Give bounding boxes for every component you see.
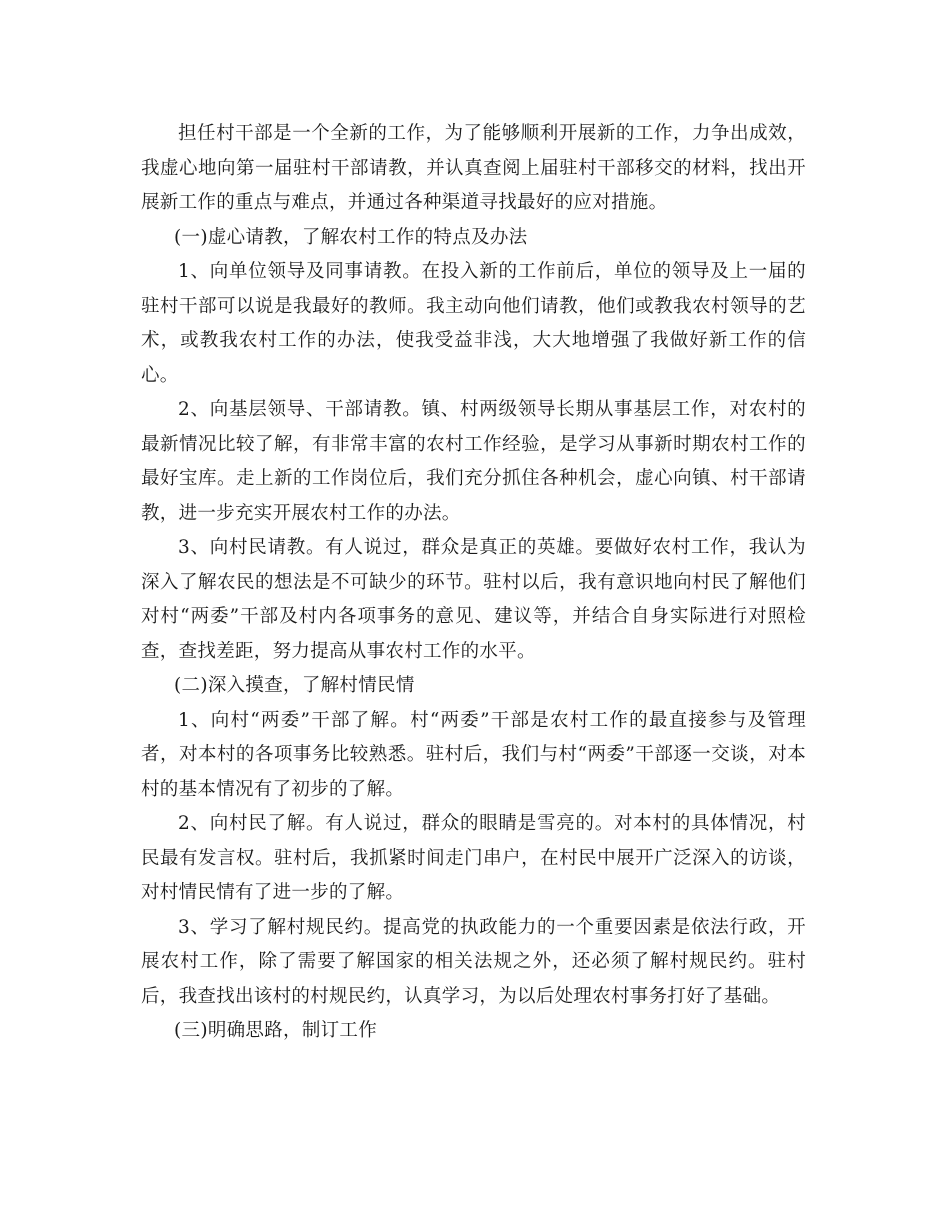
section-2-item-3: 3、学习了解村规民约。提高党的执政能力的一个重要因素是依法行政，开展农村工作，除了需要了解国家的相关法规之外，还必须了解村规民约。驻村后，我查找出该村的村规民约，认真学习，为以后处理农村事务打好了基础。: [141, 916, 806, 1007]
document-body: [141, 117, 806, 1049]
section-1-item-2: 2、向基层领导、干部请教。镇、村两级领导长期从事基层工作，对农村的最新情况比较了解，有非常丰富的农村工作经验，是学习从事新时期农村工作的最好宝库。走上新的工作岗位后，我们充分抓住各种机会，虚心向镇、村干部请教，进一步充实开展农村工作的办法。: [141, 399, 806, 524]
section-heading-1: (一)虚心请教，了解农村工作的特点及办法: [174, 226, 528, 248]
section-1-item-1: 1、向单位领导及同事请教。在投入新的工作前后，单位的领导及上一届的驻村干部可以说是我最好的教师。我主动向他们请教，他们或教我农村领导的艺术，或教我农村工作的办法，使我受益非浅，大大地增强了我做好新工作的信心。: [141, 261, 806, 386]
section-heading-3: (三)明确思路，制订工作: [174, 1020, 378, 1041]
section-heading-2: (二)深入摸查，了解村情民情: [174, 675, 415, 696]
intro-paragraph: 担任村干部是一个全新的工作，为了能够顺利开展新的工作，力争出成效，我虚心地向第一届驻村干部请教，并认真查阅上届驻村干部移交的材料，找出开展新工作的重点与难点，并通过各种渠道寻找最好的应对措施。: [141, 123, 806, 213]
section-1-item-3: 3、向村民请教。有人说过，群众是真正的英雄。要做好农村工作，我认为深入了解农民的想法是不可缺少的环节。驻村以后，我有意识地向村民了解他们对村“两委”干部及村内各项事务的意见、建议等，并结合自身实际进行对照检查，查找差距，努力提高从事农村工作的水平。: [141, 537, 806, 662]
section-2-item-2: 2、向村民了解。有人说过，群众的眼睛是雪亮的。对本村的具体情况，村民最有发言权。驻村后，我抓紧时间走门串户，在村民中展开广泛深入的访谈，对村情民情有了进一步的了解。: [141, 813, 806, 903]
section-2-item-1: 1、向村“两委”干部了解。村“两委”干部是农村工作的最直接参与及管理者，对本村的各项事务比较熟悉。驻村后，我们与村“两委”干部逐一交谈，对本村的基本情况有了初步的了解。: [141, 709, 806, 800]
